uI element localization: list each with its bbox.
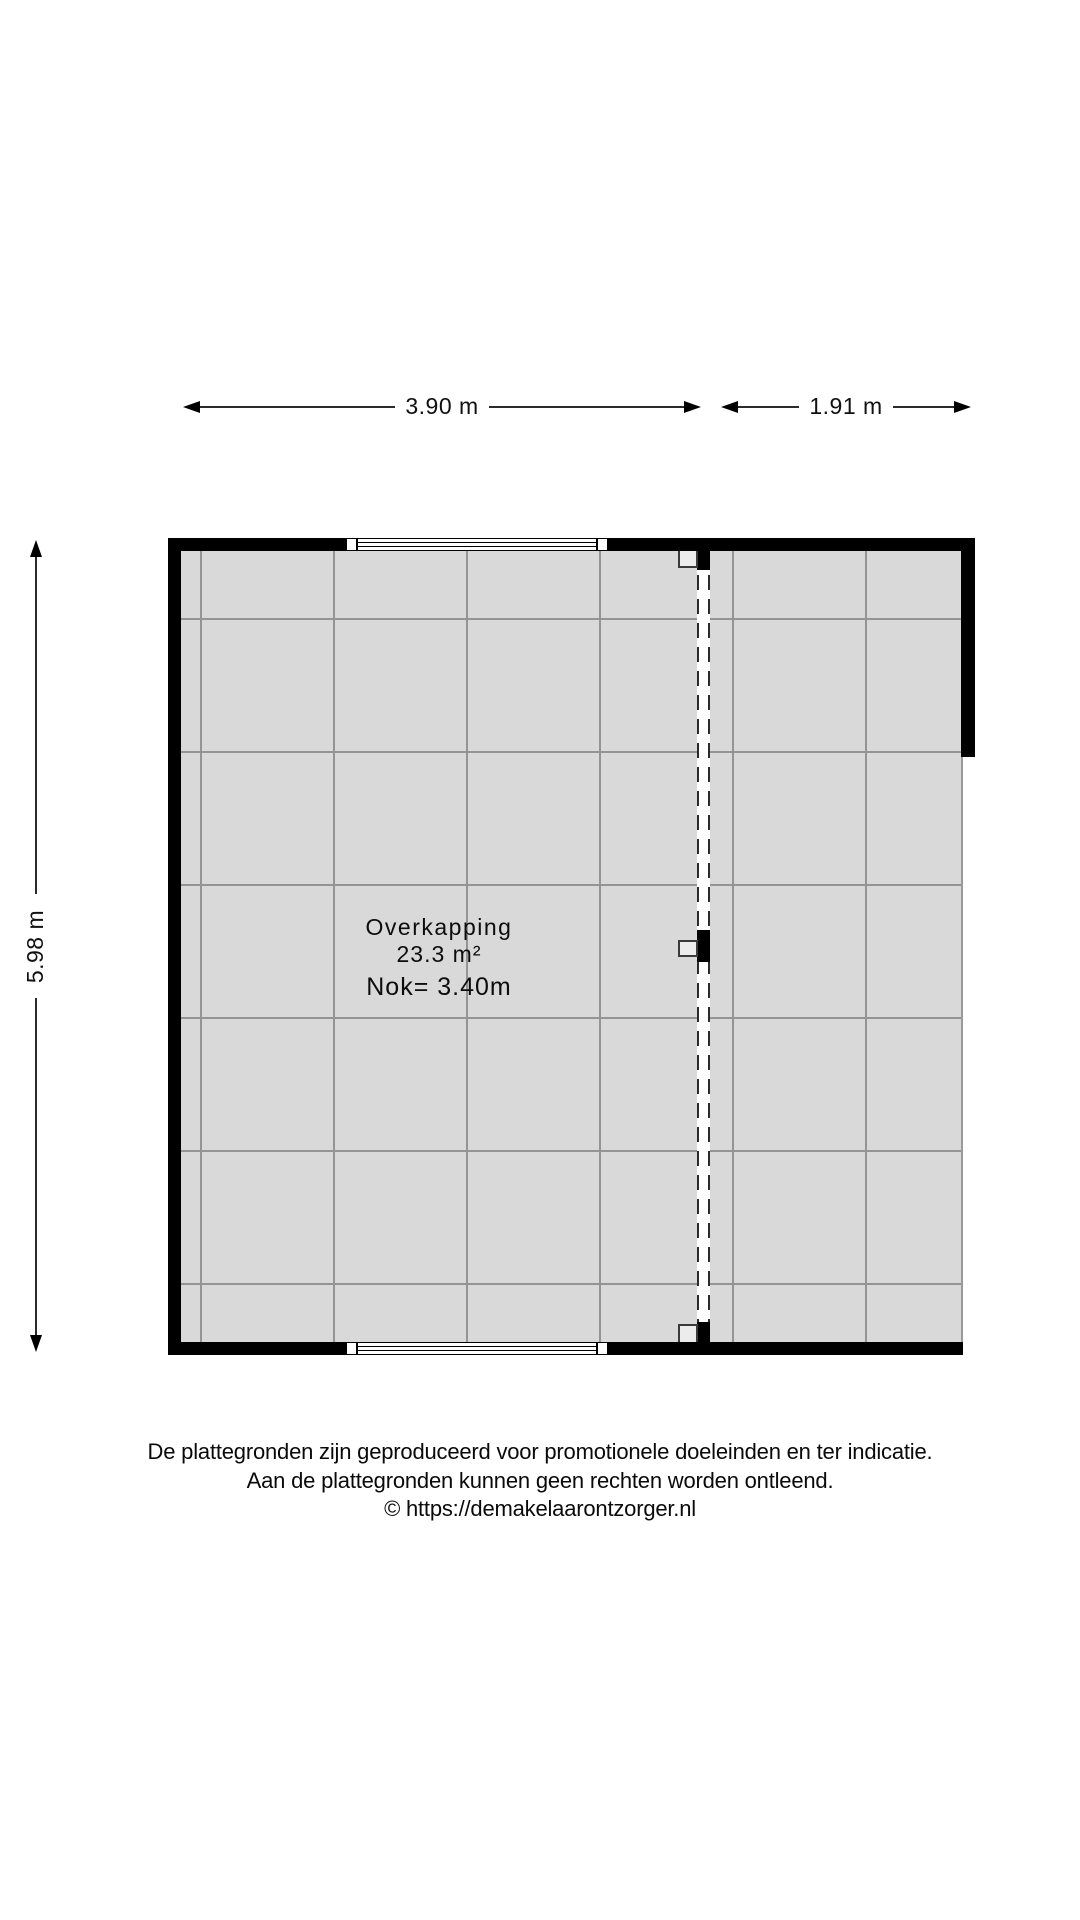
dimension-label: 3.90 m [405,392,479,419]
window-top [346,538,608,551]
room-ridge-height: Nok= 3.40m [366,973,512,1001]
post-box-bottom [678,1324,698,1342]
room-label [289,914,589,1000]
copyright-url: © https://demakelaarontzorger.nl [384,1496,696,1521]
dimension-line [893,406,954,408]
wall-top-left-segment [168,538,346,551]
wall-bottom-left-segment [168,1342,346,1355]
window-cap [597,1342,608,1355]
dimension-width-left [183,394,701,420]
dimension-label: 5.98 m [22,909,49,983]
disclaimer-line-1: De plattegronden zijn geproduceerd voor promotionele doeleinden en ter indicatie. [147,1439,933,1464]
room-area: 23.3 m² [396,941,482,967]
support-post-top [697,551,710,570]
arrow-left-icon [183,401,200,413]
dimension-label: 1.91 m [809,392,883,419]
dimension-line [489,406,684,408]
disclaimer-line-2: Aan de plattegronden kunnen geen rechten worden ontleend. [246,1467,834,1493]
floor-plan [168,538,975,1355]
arrow-up-icon [30,540,42,557]
dimension-line [738,406,799,408]
dimension-line [35,557,37,894]
arrow-right-icon [954,401,971,413]
wall-bottom-right-segment [608,1342,963,1355]
wall-right-partial [961,538,975,757]
dimension-height-left [18,540,54,1352]
arrow-left-icon [721,401,738,413]
window-bottom [346,1342,608,1355]
window-glass [357,1342,597,1355]
dimension-line [200,406,395,408]
dimension-line [35,998,37,1335]
arrow-down-icon [30,1335,42,1352]
window-cap [346,538,357,551]
footer-disclaimer [0,1438,1080,1524]
arrow-right-icon [684,401,701,413]
post-box-top [678,551,698,568]
post-box-middle [678,940,698,957]
support-post-middle [697,930,710,962]
window-glass [357,538,597,551]
wall-left [168,538,181,1355]
window-cap [597,538,608,551]
room-name: Overkapping [365,914,513,940]
wall-top-right-segment [608,538,975,551]
dimension-width-right [721,394,971,420]
window-cap [346,1342,357,1355]
support-post-bottom [697,1322,710,1342]
